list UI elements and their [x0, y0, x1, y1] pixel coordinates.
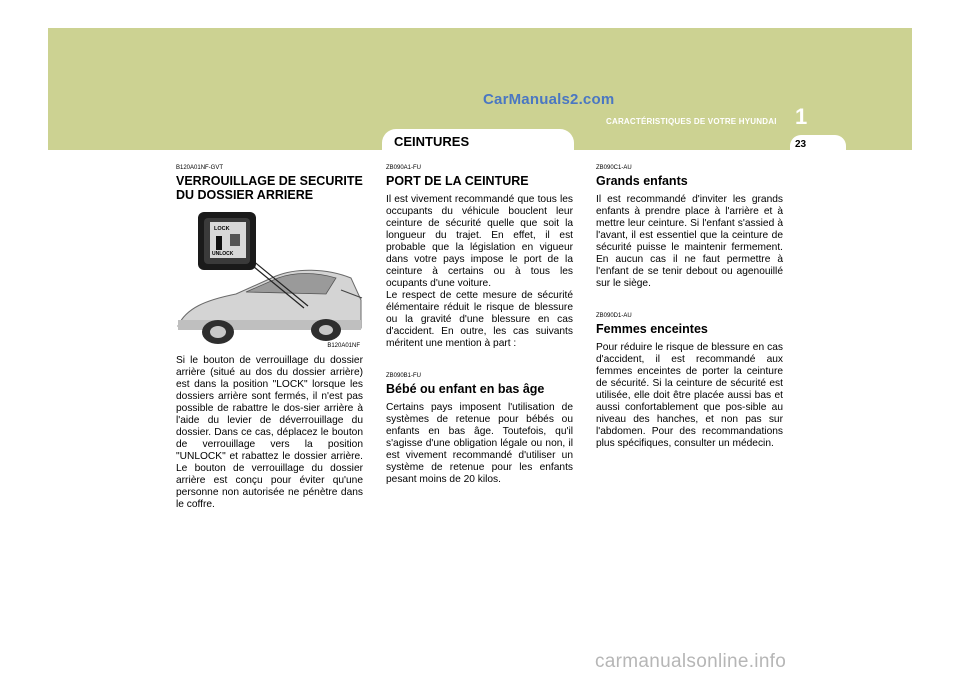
paragraph: Le respect de cette mesure de sécurité élémentaire réduit le risque de blessure ou la gravité d'une blessure en cas d'accident. En outre, les cas suivants méritent une mention à part : [386, 290, 573, 349]
page-number: 23 [795, 139, 807, 150]
footer-watermark-link[interactable]: carmanualsonline.info [595, 651, 787, 672]
paragraph: Il est vivement recommandé que tous les occupants du véhicule bouclent leur ceinture de sécurité quelle que soit la longueur du trajet. En effet, il est probable que la législation en vigueur dans votre pays impose le port de la ceinture à certains ou à tous les ocupants d'une voiture. [386, 194, 573, 289]
car-illustration [176, 208, 363, 351]
watermark-link[interactable]: CarManuals2.com [483, 91, 615, 108]
section-code: ZB090B1-FU [386, 373, 422, 379]
chapter-number: 1 [795, 104, 808, 129]
column-1 [176, 164, 363, 511]
figure-code: B120A01NF [327, 343, 360, 349]
unlock-label: UNLOCK [212, 251, 234, 257]
column-2 [386, 164, 573, 486]
lock-label: LOCK [214, 226, 230, 232]
seat-lock-figure [176, 208, 363, 351]
column-3 [596, 164, 783, 450]
paragraph: Certains pays imposent l'utilisation de systèmes de retenue pour bébés ou enfants en bas âge. Toutefois, qu'il s'agisse d'une obligation légale ou non, il est vivement recommandé d'utiliser un système de retenue pour les enfants pesant moins de 20 kilos. [386, 402, 573, 485]
paragraph: Si le bouton de verrouillage du dossier arrière (situé au dos du dossier arrière) est dans la position "LOCK" lorsque les dossiers arrière sont fermés, il n'est pas possible de rabattre le dos-sier arrière à l'aide du levier de déverrouillage du dossier. Dans ce cas, déplacez le bouton de verrouillage vers la position "UNLOCK" et rabattez le dossier arrière. Le bouton de verrouillage du dossier arrière est conçu pour éviter qu'une personne non autorisée ne pénètre dans le coffre. [176, 355, 363, 510]
section-code: ZB090D1-AU [596, 313, 632, 319]
section-heading: VERROUILLAGE DE SECURITE DU DOSSIER ARRIERE [176, 174, 363, 202]
section-code: B120A01NF-GVT [176, 165, 224, 171]
section-heading: Grands enfants [596, 174, 688, 188]
paragraph: Pour réduire le risque de blessure en cas d'accident, il est recommandé aux femmes enceintes de porter la ceinture de sécurité. Si la ceinture de sécurité est utilisée, elle doit être placée aussi bas et aussi confortablement que pos-sible au niveau des hanches, et non pas sur l'abdomen. Pour des recommandations plus spécifiques, consulter un médecin. [596, 342, 783, 449]
paragraph: Il est recommandé d'inviter les grands enfants à prendre place à l'arrière et à mettre leur ceinture. Si l'enfant s'assied à l'avant, il est essentiel que la ceinture de sécurité puisse le maintenir fermement. En aucun cas il ne faut permettre à l'enfant de se tenir debout ou agenouillé sur le siège. [596, 194, 783, 289]
section-title: CEINTURES [394, 134, 470, 149]
section-code: ZB090A1-FU [386, 165, 422, 171]
chapter-title: CARACTÉRISTIQUES DE VOTRE HYUNDAI [606, 117, 777, 126]
section-heading: PORT DE LA CEINTURE [386, 174, 529, 188]
section-heading: Bébé ou enfant en bas âge [386, 382, 545, 396]
section-heading: Femmes enceintes [596, 322, 708, 336]
section-code: ZB090C1-AU [596, 165, 632, 171]
